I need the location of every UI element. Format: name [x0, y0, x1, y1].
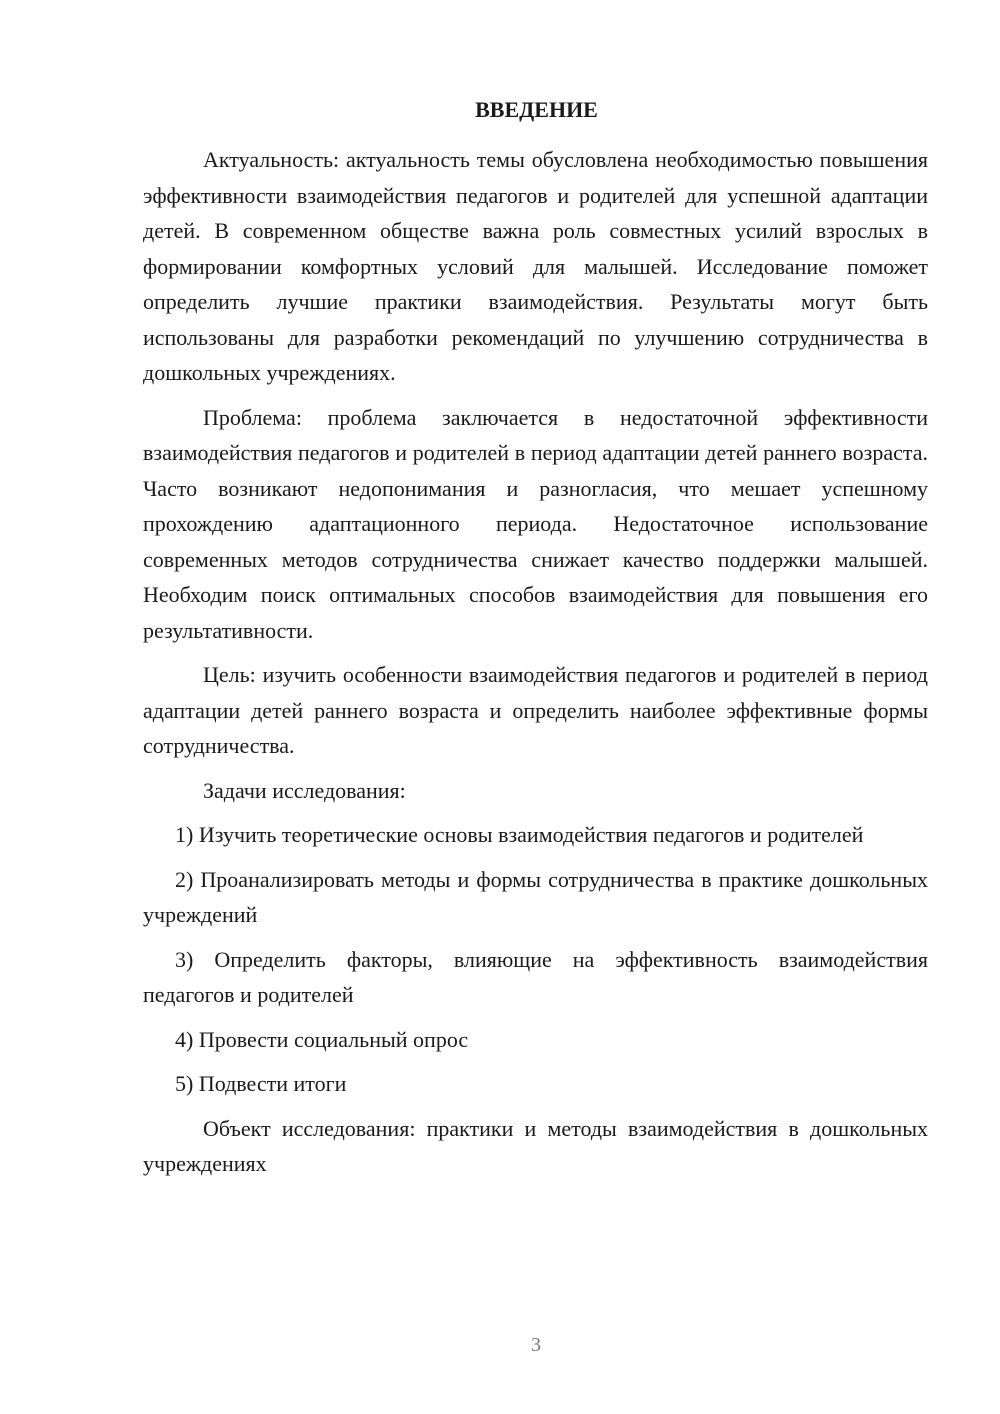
task-item-5: 5) Подвести итоги: [175, 1071, 347, 1096]
problem-paragraph: Проблема: проблема заключается в недостаточной эффективности взаимодействия педагогов и родителей в период адаптации детей раннего возраста. Часто возникают недопонимания и разногласия, что мешает успешному прохождению адаптационного периода. Недостаточное использование современных методов сотрудничества снижает качество поддержки малышей. Необходим поиск оптимальных способов взаимодействия для повышения его результативности.: [143, 404, 928, 643]
section-heading: ВВЕДЕНИЕ: [475, 97, 598, 122]
document-page: [143, 94, 928, 1182]
object-paragraph: Объект исследования: практики и методы взаимодействия в дошкольных учреждениях: [143, 1115, 928, 1176]
page-number: 3: [531, 1334, 541, 1356]
task-item-3: 3) Определить факторы, влияющие на эффективность взаимодействия педагогов и родителей: [143, 946, 928, 1007]
task-item-1: 1) Изучить теоретические основы взаимодействия педагогов и родителей: [175, 822, 864, 847]
tasks-title: Задачи исследования:: [203, 777, 406, 803]
goal-paragraph: Цель: изучить особенности взаимодействия педагогов и родителей в период адаптации детей раннего возраста и определить наиболее эффективные формы сотрудничества.: [143, 662, 928, 758]
relevance-paragraph: Актуальность: актуальность темы обусловлена необходимостью повышения эффективности взаимодействия педагогов и родителей для успешной адаптации детей. В современном обществе важна роль совместных усилий взрослых в формировании комфортных условий для малышей. Исследование поможет определить лучшие практики взаимодействия. Результаты могут быть использованы для разработки рекомендаций по улучшению сотрудничества в дошкольных учреждениях.: [143, 147, 928, 385]
task-item-4: 4) Провести социальный опрос: [175, 1026, 469, 1052]
task-item-2: 2) Проанализировать методы и формы сотрудничества в практике дошкольных учреждений: [143, 866, 928, 927]
